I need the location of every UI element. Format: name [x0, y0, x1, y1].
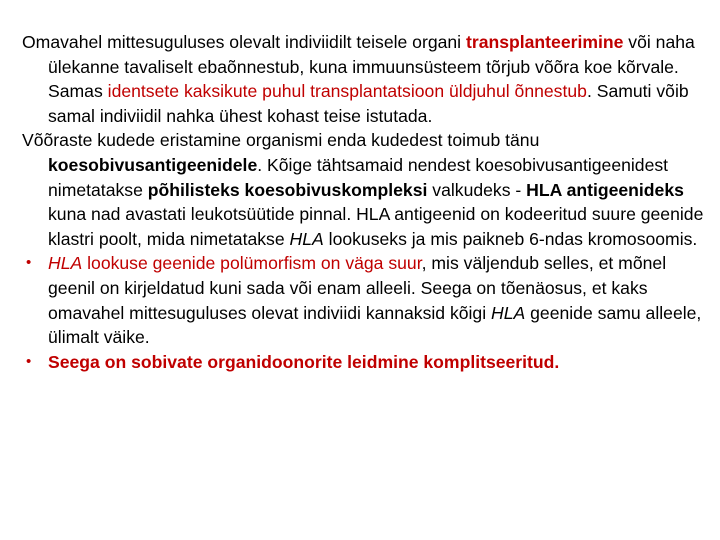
text-span: kuna nad avastati leukotsüütide pinnal. HLA antigeenid on kodeeritud suure geenide klastri poolt, mida nimetatakse — [48, 204, 704, 249]
text-span: Omavahel mittesuguluses olevalt indiviidilt teisele organi — [22, 32, 466, 52]
text-span: või naha ülekanne tavaliselt ebaõnnestub, kuna immuunsüsteem tõrjub võõra koe kõrvale. Samas — [48, 32, 695, 102]
text-span: . Samuti võib samal indiviidil nahka ühest kohast teise istutada. — [48, 81, 689, 126]
highlight-identical-twins: identsete kaksikute puhul transplantatsioon üldjuhul õnnestub — [107, 81, 587, 102]
term-pohilised-koesobivuskompleksid: põhilisteks koesobivuskompleksi — [147, 179, 428, 200]
bullet-item-polymorphism — [22, 251, 706, 349]
text-span: geenide samu alleele, ülimalt väike. — [48, 302, 702, 348]
term-koesobivusantigeenid: koesobivusantigeenidele — [48, 154, 258, 175]
term-hla-italic: HLA — [289, 228, 324, 249]
highlight-conclusion: Seega on sobivate organidoonorite leidmine komplitseeritud. — [48, 351, 560, 372]
paragraph-transplantation — [22, 30, 706, 128]
bullet-item-conclusion — [22, 350, 706, 375]
term-hla-antigeenid: HLA antigeenideks — [526, 179, 684, 200]
bullet-dot-icon: • — [26, 254, 32, 272]
text-span: Võõraste kudede eristamine organismi enda kudedest toimub tänu — [22, 130, 540, 151]
term-hla-italic: HLA — [491, 302, 526, 323]
text-span: valkudeks - — [427, 179, 527, 200]
paragraph-antigens — [22, 128, 706, 251]
term-hla-italic: HLA — [48, 253, 83, 274]
highlight-polymorphism: lookuse geenide polümorfism on väga suur — [82, 253, 422, 274]
slide-body — [22, 30, 706, 374]
highlight-transplanteerimine: transplanteerimine — [465, 32, 624, 52]
text-span: . Kõige tähtsamaid nendest koesobivusantigeenidest nimetatakse — [48, 154, 669, 200]
text-span: , mis väljendub selles, et mõnel geenil on kirjeldatud kuni sada või enam alleeli. Seega on tõenäosus, et kaks omavahel mittesuguluses olevat indiviidi kannaksid kõigi — [48, 253, 667, 323]
text-span: lookuseks ja mis paikneb 6-ndas kromosoomis. — [323, 228, 698, 249]
bullet-dot-icon: • — [26, 352, 32, 370]
